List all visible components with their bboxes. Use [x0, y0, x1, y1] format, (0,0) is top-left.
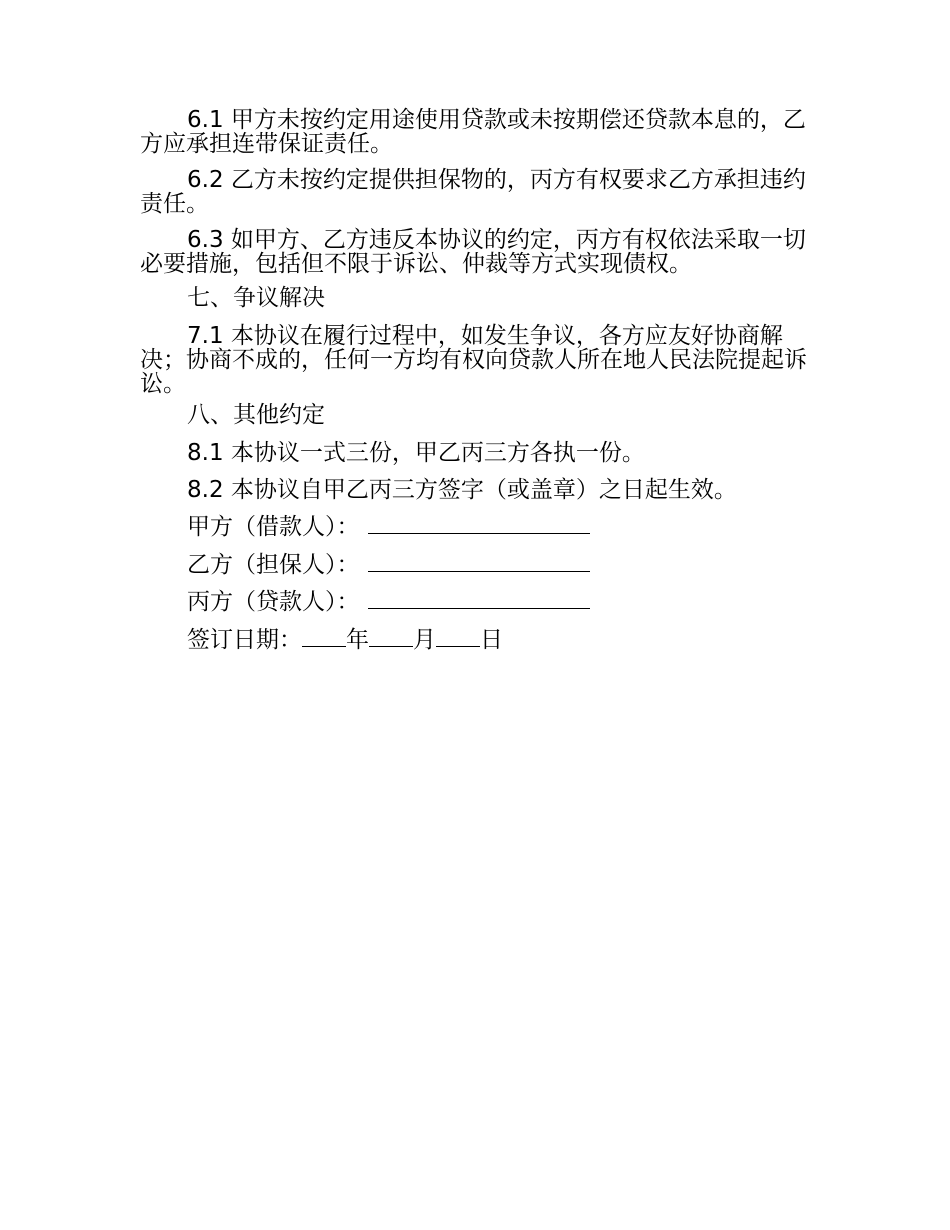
clause-7-1: 7.1 本协议在履行过程中，如发生争议，各方应友好协商解决；协商不成的，任何一方均有权向贷款人所在地人民法院提起诉讼。: [140, 323, 807, 397]
day-label: 日: [480, 627, 503, 653]
signing-date-line: [187, 626, 503, 654]
day-blank[interactable]: [436, 628, 480, 647]
month-blank[interactable]: [369, 628, 413, 647]
party-c-signature-blank[interactable]: [368, 590, 590, 609]
signature-line-party-a: [187, 513, 590, 541]
party-b-label: 乙方（担保人）：: [187, 552, 360, 578]
section-8-heading: 八、其他约定: [187, 402, 325, 428]
year-label: 年: [346, 627, 369, 653]
signature-line-party-c: [187, 588, 590, 616]
party-a-signature-blank[interactable]: [368, 515, 590, 534]
party-b-signature-blank[interactable]: [368, 553, 590, 572]
party-c-label: 丙方（贷款人）：: [187, 589, 360, 615]
signing-date-label: 签订日期：: [187, 627, 302, 653]
clause-6-1: 6.1 甲方未按约定用途使用贷款或未按期偿还贷款本息的，乙方应承担连带保证责任。: [140, 107, 806, 157]
clause-8-2: 8.2 本协议自甲乙丙三方签字（或盖章）之日起生效。: [187, 477, 737, 503]
year-blank[interactable]: [302, 628, 346, 647]
clause-6-3: 6.3 如甲方、乙方违反本协议的约定，丙方有权依法采取一切必要措施，包括但不限于诉讼、仲裁等方式实现债权。: [140, 227, 806, 277]
signature-line-party-b: [187, 551, 590, 579]
month-label: 月: [413, 627, 436, 653]
section-7-heading: 七、争议解决: [187, 285, 325, 311]
party-a-label: 甲方（借款人）：: [187, 514, 360, 540]
clause-8-1: 8.1 本协议一式三份，甲乙丙三方各执一份。: [187, 440, 645, 466]
clause-6-2: 6.2 乙方未按约定提供担保物的，丙方有权要求乙方承担违约责任。: [140, 167, 806, 217]
